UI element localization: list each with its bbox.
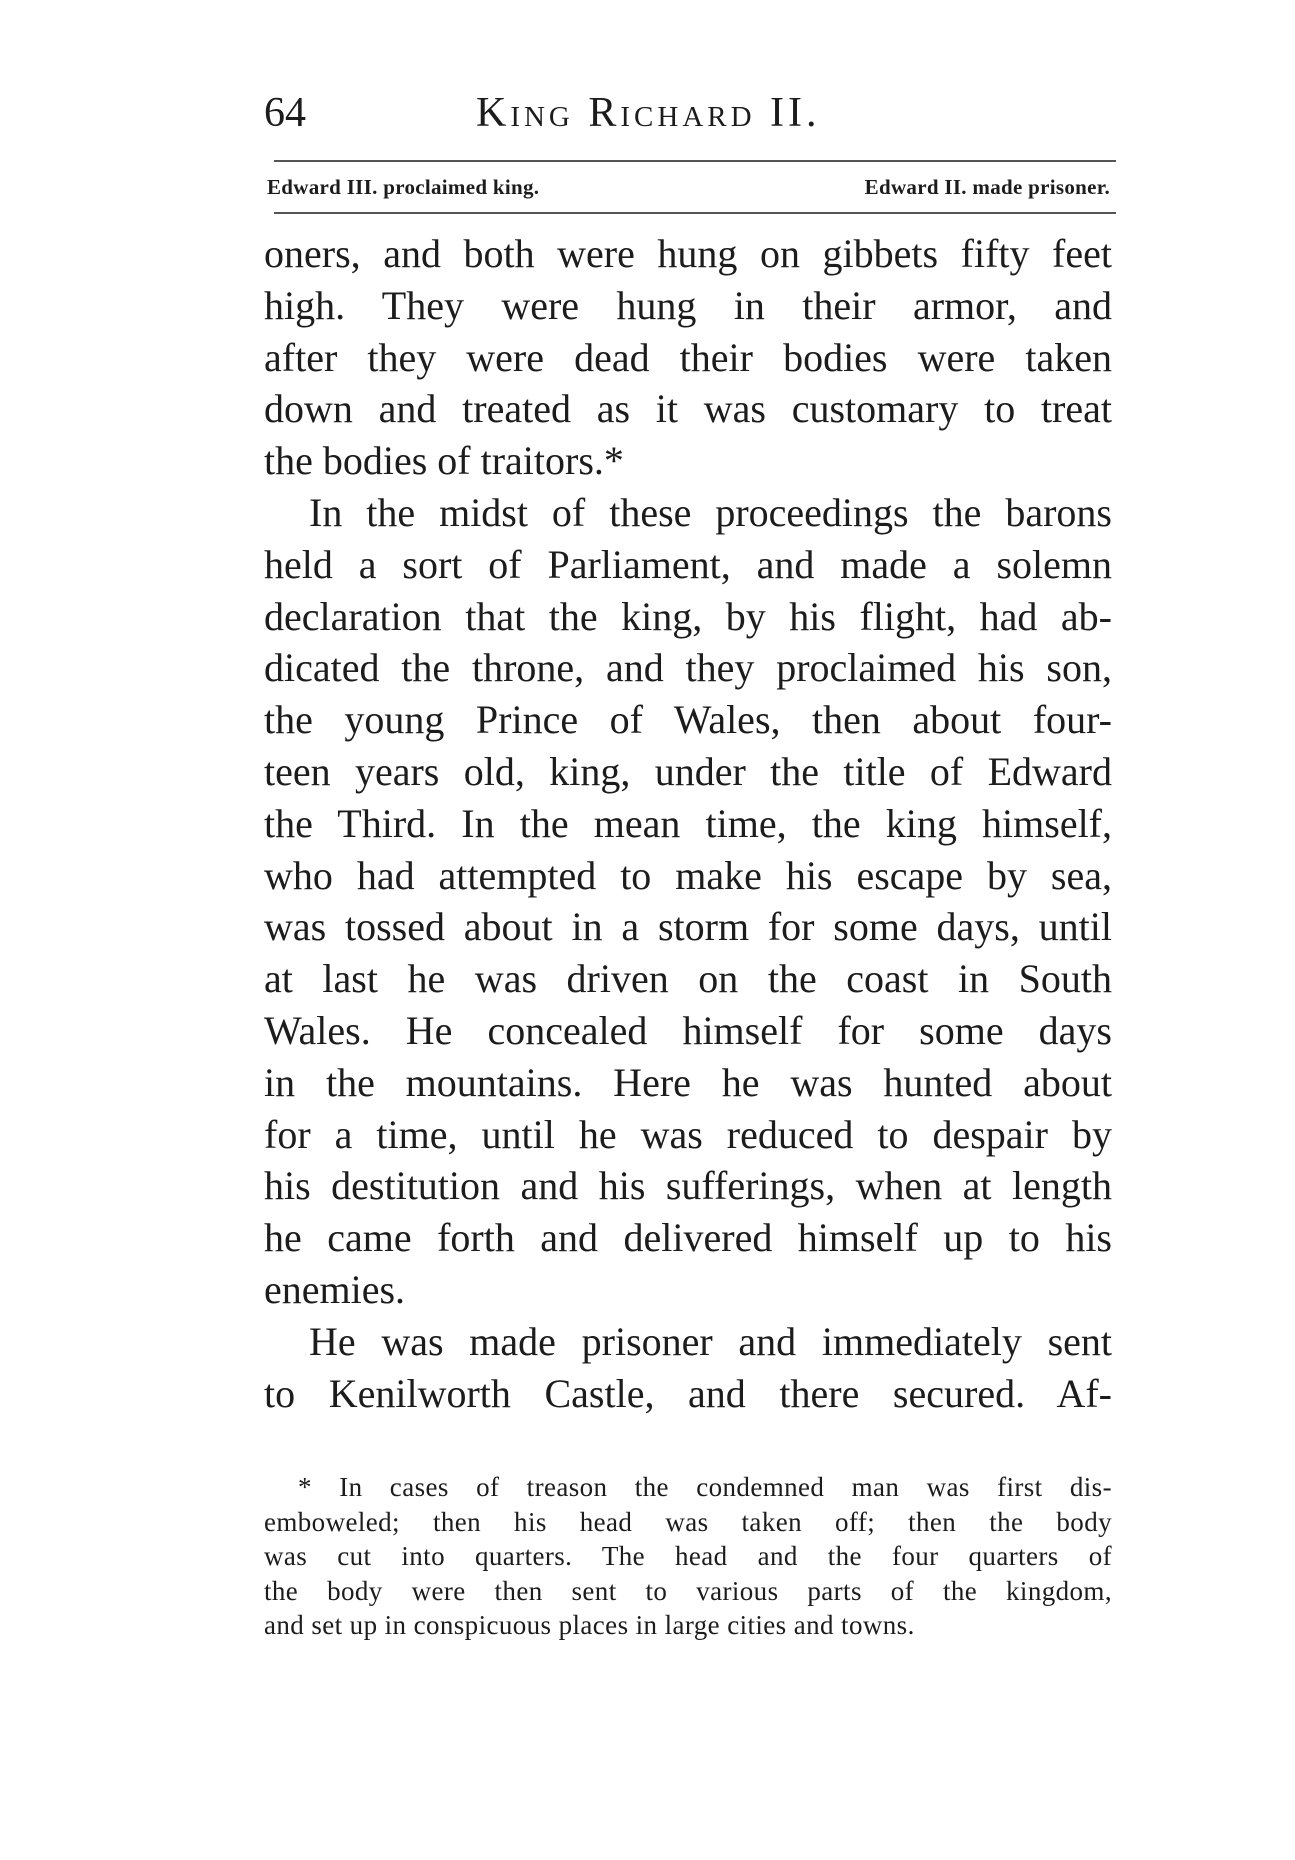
body-line: the Third. In the mean time, the king himself, bbox=[264, 800, 1112, 846]
body-line: In the midst of these proceedings the barons bbox=[309, 489, 1112, 535]
running-head bbox=[264, 88, 1114, 138]
body-line: high. They were hung in their armor, and bbox=[264, 282, 1112, 328]
body-line: after they were dead their bodies were taken bbox=[264, 334, 1112, 380]
footnote bbox=[264, 1470, 1112, 1643]
book-title: King Richard II. bbox=[476, 90, 821, 136]
body-line: dicated the throne, and they proclaimed his son, bbox=[264, 645, 1112, 691]
body-line: he came forth and delivered himself up to his bbox=[264, 1215, 1112, 1261]
body-line: declaration that the king, by his flight, had ab- bbox=[264, 593, 1112, 639]
footnote-line: emboweled; then his head was taken off; then the body bbox=[264, 1506, 1112, 1537]
footnote-line: the body were then sent to various parts of the kingdom, bbox=[264, 1575, 1112, 1606]
body-text bbox=[264, 228, 1112, 1419]
body-line: held a sort of Parliament, and made a solemn bbox=[264, 541, 1112, 587]
sidenote-left: Edward III. proclaimed king. bbox=[267, 175, 540, 199]
footnote-line: and set up in conspicuous places in large cities and towns. bbox=[264, 1610, 915, 1641]
body-line: enemies. bbox=[264, 1266, 406, 1312]
body-line: in the mountains. Here he was hunted about bbox=[264, 1059, 1112, 1105]
body-line: the bodies of traitors.* bbox=[264, 438, 624, 484]
body-line: Wales. He concealed himself for some days bbox=[264, 1007, 1112, 1053]
body-line: for a time, until he was reduced to despair by bbox=[264, 1111, 1112, 1157]
body-line: oners, and both were hung on gibbets fifty feet bbox=[264, 231, 1112, 276]
sidenote-right: Edward II. made prisoner. bbox=[864, 175, 1110, 199]
body-line: was tossed about in a storm for some days, until bbox=[264, 904, 1112, 950]
body-line: He was made prisoner and immediately sent bbox=[309, 1318, 1112, 1364]
header-rule-bottom bbox=[274, 212, 1116, 214]
page-number: 64 bbox=[264, 90, 306, 136]
body-line: to Kenilworth Castle, and there secured. Af- bbox=[264, 1370, 1112, 1416]
footnote-line: was cut into quarters. The head and the four quarters of bbox=[264, 1541, 1112, 1572]
body-line: the young Prince of Wales, then about four- bbox=[264, 697, 1112, 743]
footnote-line: * In cases of treason the condemned man was first dis- bbox=[298, 1472, 1112, 1502]
body-line: teen years old, king, under the title of Edward bbox=[264, 748, 1112, 794]
body-line: at last he was driven on the coast in South bbox=[264, 956, 1112, 1002]
body-line: his destitution and his sufferings, when at length bbox=[264, 1163, 1112, 1209]
body-line: down and treated as it was customary to treat bbox=[264, 386, 1112, 432]
body-line: who had attempted to make his escape by sea, bbox=[264, 852, 1112, 898]
header-rule-top bbox=[274, 160, 1116, 162]
